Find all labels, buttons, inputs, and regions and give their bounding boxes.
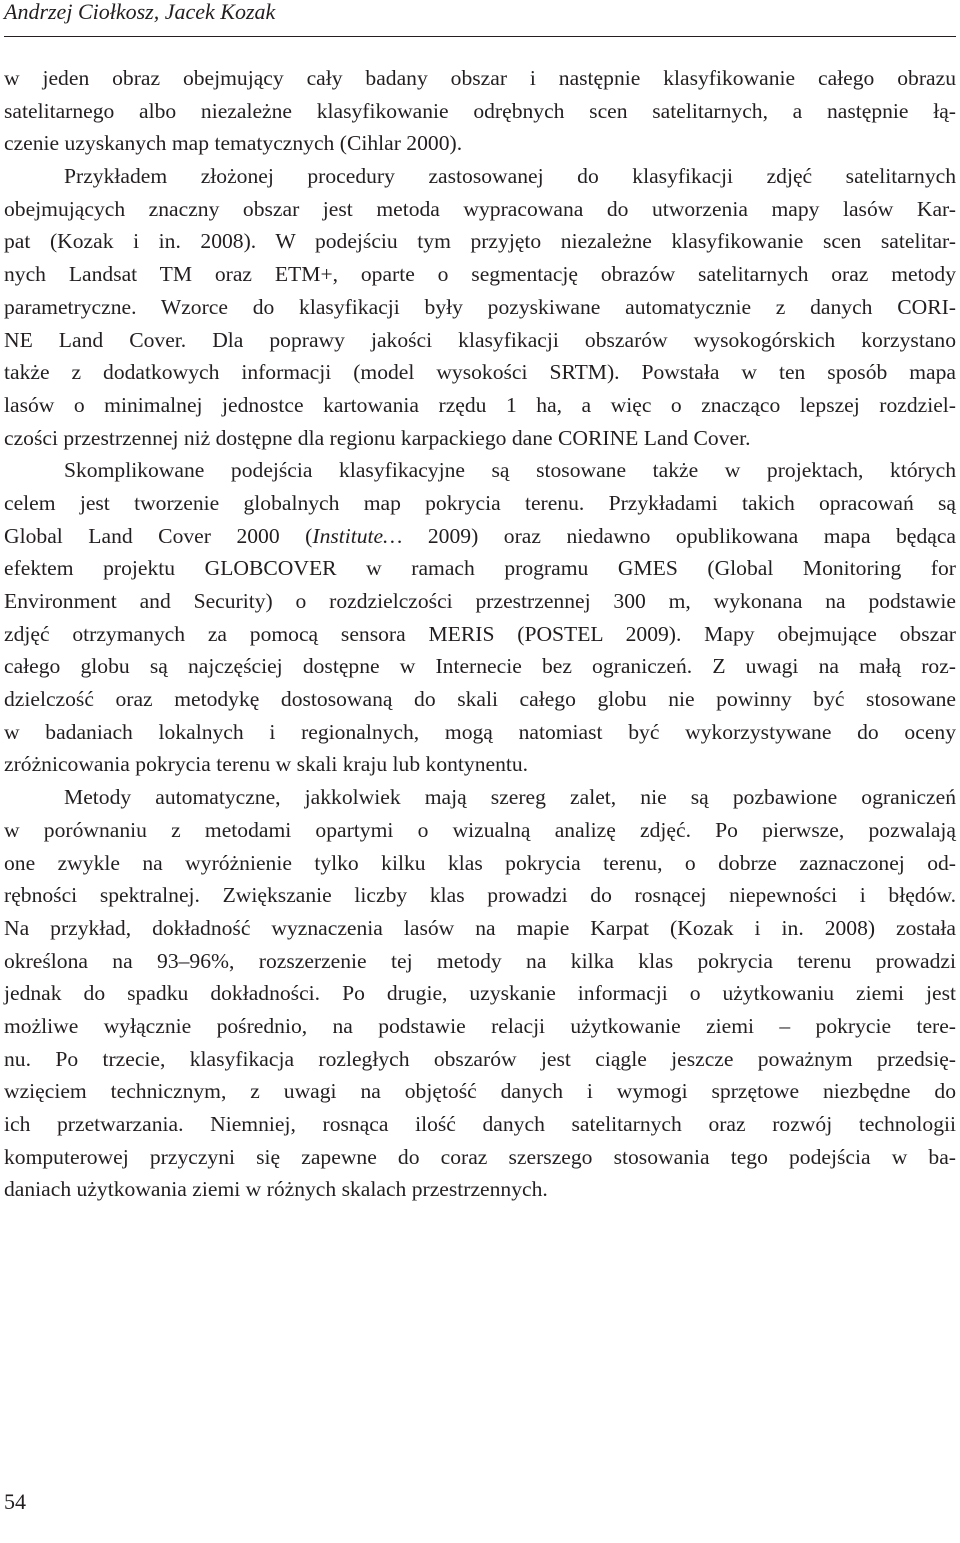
text-line: Global Land Cover 2000 (Institute… 2009) oraz niedawno opublikowana mapa będąca [4,523,956,548]
header-authors: Andrzej Ciołkosz, Jacek Kozak [4,0,276,24]
text-line: komputerowej przyczyni się zapewne do coraz szerszego stosowania tego podejścia w ba- [4,1144,956,1169]
text-line: czenie uzyskanych map tematycznych (Cihlar 2000). [4,131,463,156]
running-header [4,0,956,37]
text-line: jednak do spadku dokładności. Po drugie, uzyskanie informacji o użytkowaniu ziemi jest [4,981,956,1006]
text-line: Metody automatyczne, jakkolwiek mają szereg zalet, nie są pozbawione ograniczeń [64,785,956,810]
text-line: w porównaniu z metodami opartymi o wizualną analizę zdjęć. Po pierwsze, pozwalają [4,817,956,842]
text-line: pat (Kozak i in. 2008). W podejściu tym przyjęto niezależne klasyfikowanie scen satelitar- [4,229,956,254]
text-line: lasów o minimalnej jednostce kartowania rzędu 1 ha, a więc o znacząco lepszej rozdziel- [4,392,956,417]
text-line: rębności spektralnej. Zwiększanie liczby klas prowadzi do rosnącej niepewności i błędów. [4,883,956,908]
text-line: Przykładem złożonej procedury zastosowanej do klasyfikacji zdjęć satelitarnych [64,164,956,189]
text-line: całego globu są najczęściej dostępne w Internecie bez ograniczeń. Z uwagi na małą roz- [4,654,956,679]
text-line: czości przestrzennej niż dostępne dla regionu karpackiego dane CORINE Land Cover. [4,425,751,450]
text-line: satelitarnego albo niezależne klasyfikowanie odrębnych scen satelitarnych, a następnie łą- [4,98,956,123]
text-line: zdjęć otrzymanych za pomocą sensora MERIS (POSTEL 2009). Mapy obejmujące obszar [4,621,956,646]
text-line: zróżnicowania pokrycia terenu w skali kraju lub kontynentu. [4,752,529,777]
text-line: celem jest tworzenie globalnych map pokrycia terenu. Przykładami takich opracowań są [4,490,956,515]
text-line: Environment and Security) o rozdzielczości przestrzennej 300 m, wykonana na podstawie [4,589,956,613]
text-line: możliwe wyłącznie pośrednio, na podstawie relacji użytkowanie ziemi – pokrycie tere- [4,1013,956,1038]
text-line: Na przykład, dokładność wyznaczenia lasów na mapie Karpat (Kozak i in. 2008) została [4,915,956,940]
text-line: określona na 93–96%, rozszerzenie tej metody na kilka klas pokrycia terenu prowadzi [4,948,956,973]
text-line: nych Landsat TM oraz ETM+, oparte o segmentację obrazów satelitarnych oraz metody [4,262,956,287]
text-line: wzięciem technicznym, z uwagi na objętość danych i wymogi sprzętowe niezbędne do [4,1079,956,1104]
text-line: Skomplikowane podejścia klasyfikacyjne są stosowane także w projektach, których [64,458,956,483]
text-line: nu. Po trzecie, klasyfikacja rozległych obszarów jest ciągle jeszcze poważnym przedsię- [4,1046,956,1071]
text-line: dzielczość oraz metodykę dostosowaną do skali całego globu nie powinny być stosowane [4,687,956,712]
text-line: NE Land Cover. Dla poprawy jakości klasyfikacji obszarów wysokogórskich korzystano [4,327,956,352]
italic-reference: Institute… [312,523,403,548]
text-line: daniach użytkowania ziemi w różnych skalach przestrzennych. [4,1177,548,1202]
text-line: obejmujących znaczny obszar jest metoda wypracowana do utworzenia mapy lasów Kar- [4,196,956,221]
text-line: w badaniach lokalnych i regionalnych, mogą natomiast być wykorzystywane do oceny [4,719,956,744]
page-number: 54 [4,1489,26,1514]
text-line: efektem projektu GLOBCOVER w ramach programu GMES (Global Monitoring for [4,556,956,581]
text-line: w jeden obraz obejmujący cały badany obszar i następnie klasyfikowanie całego obrazu [4,66,956,90]
body-text [4,62,956,1206]
text-line: ich przetwarzania. Niemniej, rosnąca ilość danych satelitarnych oraz rozwój technologii [4,1112,956,1136]
text-line: one zwykle na wyróżnienie tylko kilku klas pokrycia terenu, o dobrze zaznaczonej od- [4,850,956,875]
text-line: parametryczne. Wzorce do klasyfikacji były pozyskiwane automatycznie z danych CORI- [4,294,956,319]
text-line: także z dodatkowych informacji (model wysokości SRTM). Powstała w ten sposób mapa [4,360,956,385]
